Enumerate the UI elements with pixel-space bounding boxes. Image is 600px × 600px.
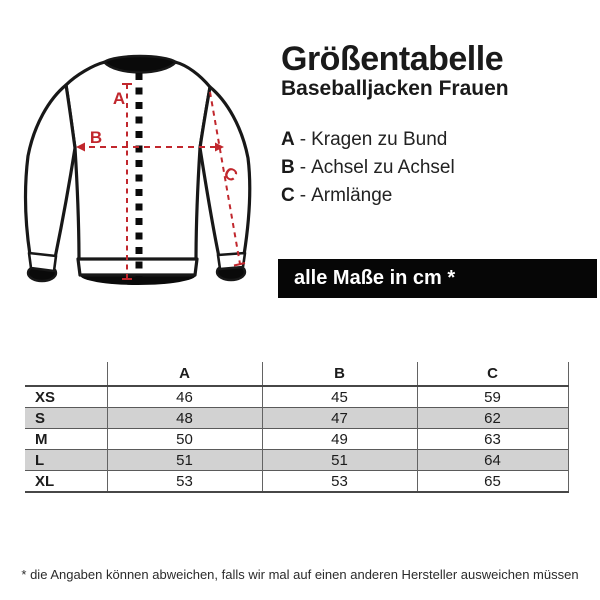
measure-label-b: B <box>89 128 103 147</box>
legend-key-a: A <box>281 129 295 150</box>
jacket-diagram <box>12 46 272 304</box>
table-row-m <box>25 429 568 450</box>
legend-label-a: Kragen zu Bund <box>311 129 448 150</box>
table-row-xl <box>25 471 568 493</box>
legend-label-b: Achsel zu Achsel <box>311 157 455 178</box>
jacket-left-cuff-band <box>29 253 56 271</box>
legend-separator: - <box>299 129 307 150</box>
size-cell: S <box>35 409 46 427</box>
value-cell: 62 <box>417 408 568 429</box>
value-cell: 53 <box>107 471 262 493</box>
legend-key-c: C <box>281 185 295 206</box>
table-row-l <box>25 450 568 471</box>
jacket-right-cuff-band <box>218 253 245 269</box>
legend-separator: - <box>299 157 307 178</box>
value-cell: 45 <box>262 386 417 408</box>
units-banner: alle Maße in cm * <box>278 259 597 298</box>
size-table-header-b: B <box>262 362 417 386</box>
size-cell: XS <box>35 388 56 406</box>
value-cell: 64 <box>417 450 568 471</box>
legend-separator: - <box>299 185 307 206</box>
page-subtitle: Baseballjacken Frauen <box>281 77 509 100</box>
legend-item-b <box>281 154 455 182</box>
size-table-header-c: C <box>417 362 568 386</box>
size-table-header-a: A <box>107 362 262 386</box>
legend-item-c <box>281 182 455 210</box>
value-cell: 47 <box>262 408 417 429</box>
size-cell: L <box>35 451 45 469</box>
size-cell: XL <box>35 472 55 490</box>
legend-label-c: Armlänge <box>311 185 393 206</box>
value-cell: 50 <box>107 429 262 450</box>
table-row-s <box>25 408 568 429</box>
legend-key-b: B <box>281 157 295 178</box>
value-cell: 49 <box>262 429 417 450</box>
size-table <box>25 362 569 493</box>
value-cell: 51 <box>107 450 262 471</box>
size-table-header-size <box>25 362 107 386</box>
page-title: Größentabelle <box>281 40 504 78</box>
value-cell: 59 <box>417 386 568 408</box>
value-cell: 51 <box>262 450 417 471</box>
disclaimer-footnote: * die Angaben können abweichen, falls wir mal auf einen anderen Hersteller ausweichen müssen <box>21 567 579 582</box>
value-cell: 63 <box>417 429 568 450</box>
size-cell: M <box>35 430 48 448</box>
legend-item-a <box>281 126 455 154</box>
value-cell: 48 <box>107 408 262 429</box>
measurement-legend <box>281 126 455 210</box>
value-cell: 53 <box>262 471 417 493</box>
measure-label-c: C <box>220 163 241 186</box>
measure-label-a: A <box>112 89 126 108</box>
jacket-illustration <box>12 46 272 304</box>
value-cell: 65 <box>417 471 568 493</box>
value-cell: 46 <box>107 386 262 408</box>
table-row-xs <box>25 386 568 408</box>
size-table-header-row <box>25 362 568 386</box>
jacket-left-sleeve <box>26 85 75 258</box>
